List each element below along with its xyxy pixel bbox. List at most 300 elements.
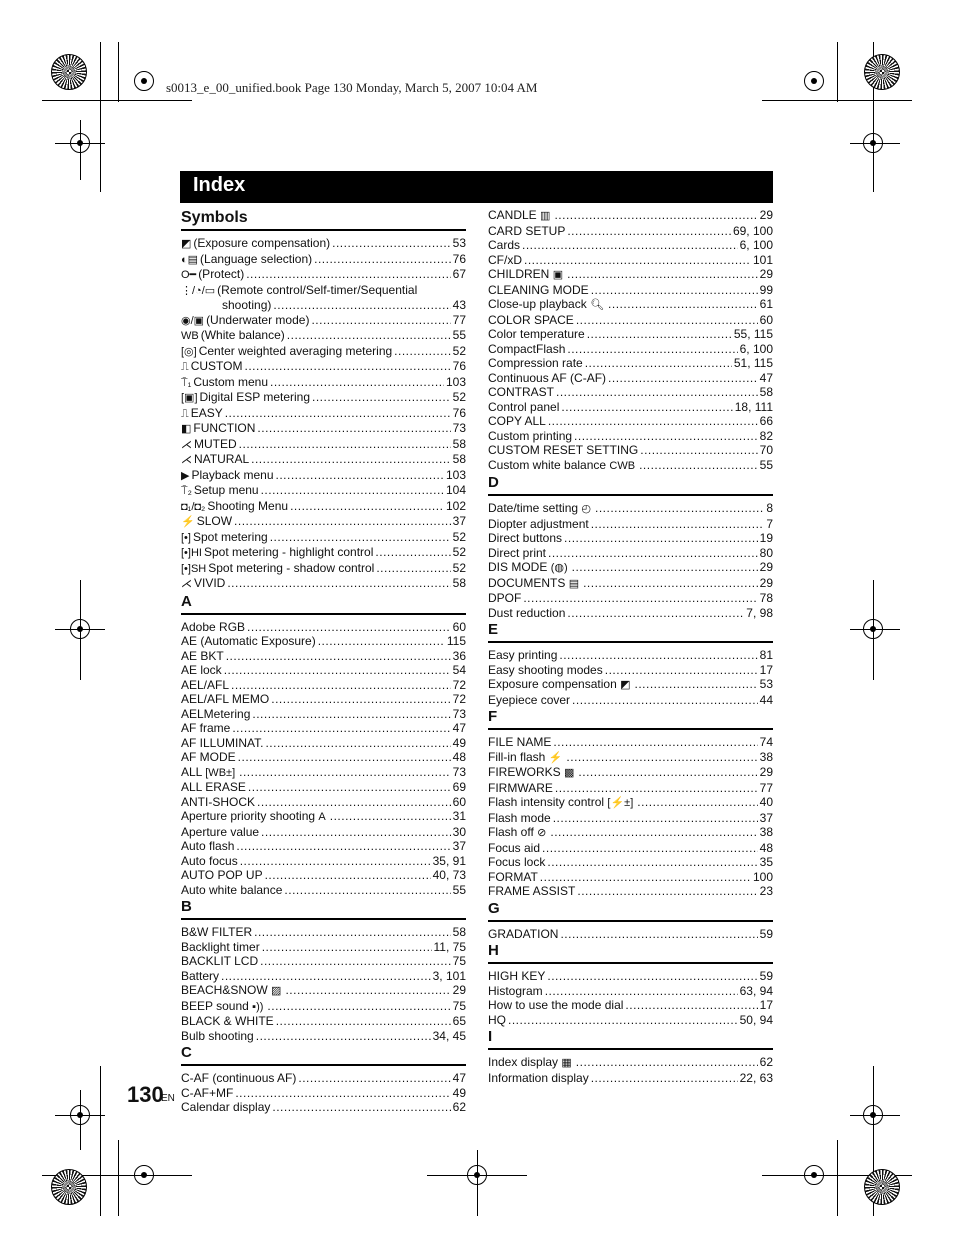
leader-dots: [239, 437, 451, 452]
entry-page: 37: [452, 514, 466, 528]
flash-intensity-icon: [⚡±]: [607, 797, 634, 809]
entry-page: 81: [759, 648, 773, 662]
entry-text: shooting): [222, 298, 272, 312]
entry-label: [181, 999, 265, 1015]
entry-text: AE BKT: [181, 648, 224, 663]
entry-label: [181, 1086, 233, 1101]
entry-label: [181, 313, 309, 329]
index-entry: [488, 765, 773, 781]
function-icon: ◧: [181, 423, 192, 435]
entry-label: [181, 406, 223, 422]
entry-label: [488, 1013, 506, 1028]
entry-label: [488, 811, 551, 826]
section-rule: [181, 1064, 466, 1066]
index-entry: [488, 969, 773, 984]
entry-label: [181, 620, 245, 635]
leader-dots: [567, 224, 731, 239]
leader-dots: [577, 884, 757, 899]
page-title: Index: [193, 174, 246, 196]
entry-text: AELMetering: [181, 706, 251, 721]
index-entry: [181, 663, 466, 678]
entry-text: DIS MODE: [488, 560, 548, 574]
entry-label: [181, 678, 229, 693]
leader-dots: [285, 983, 450, 998]
index-entry: [181, 839, 466, 854]
entry-label: [181, 252, 312, 268]
entry-label: [488, 765, 576, 781]
entry-label: [488, 283, 589, 298]
entry-text: AE (Automatic Exposure): [181, 634, 316, 648]
leader-dots: [550, 825, 757, 840]
index-entry: [181, 252, 466, 268]
file-header: s0013_e_00_unified.book Page 130 Monday, March 5, 2007 10:04 AM: [166, 80, 538, 95]
index-entry: [488, 998, 773, 1013]
entry-page: 17: [759, 998, 773, 1012]
leader-dots: [276, 1014, 451, 1029]
entry-text: EASY: [190, 405, 223, 420]
index-entry: [181, 421, 466, 437]
entry-text: AF MODE: [181, 750, 236, 764]
esp-metering-icon: [▣]: [181, 392, 198, 404]
entry-page: 73: [452, 421, 466, 435]
entry-text: Spot metering - shadow control: [208, 560, 375, 575]
leader-dots: [547, 855, 757, 870]
entry-page: 62: [759, 1055, 773, 1069]
entry-page: 61: [759, 297, 773, 311]
index-entry: [181, 868, 466, 883]
entry-page: 44: [759, 692, 773, 707]
entry-page: 75: [452, 998, 466, 1013]
entry-text: BLACK & WHITE: [181, 1014, 274, 1028]
entry-text: FUNCTION: [193, 421, 256, 435]
index-entry: [488, 327, 773, 342]
leader-dots: [311, 313, 450, 328]
leader-dots: [522, 238, 738, 253]
entry-text: (Remote control/Self-timer/Sequential: [217, 282, 418, 297]
leader-dots: [585, 356, 732, 371]
exposure-comp-icon: ◩: [181, 238, 192, 250]
entry-label: [488, 750, 564, 766]
entry-text: Playback menu: [191, 467, 274, 482]
index-entry: [181, 530, 466, 546]
index-entry: [181, 236, 466, 252]
playback-icon: ▶: [181, 469, 190, 482]
index-entry: [488, 606, 773, 621]
entry-label: [181, 561, 374, 577]
index-entry: [181, 468, 466, 484]
index-entry: [181, 576, 466, 592]
index-entry: [488, 663, 773, 678]
entry-page: 69: [452, 780, 466, 794]
entry-text: AF frame: [181, 721, 231, 735]
entry-label: [181, 795, 255, 810]
leader-dots: [247, 620, 451, 635]
leader-dots: [260, 954, 451, 969]
entry-text: Direct buttons: [488, 531, 563, 545]
leader-dots: [591, 283, 758, 298]
entry-text: C-AF+MF: [181, 1085, 234, 1100]
entry-text: HQ: [488, 1012, 506, 1027]
entry-page: 48: [452, 750, 466, 764]
index-entry: [181, 483, 466, 499]
entry-label: [488, 327, 585, 342]
entry-page: 53: [452, 236, 466, 250]
entry-text: Custom white balance: [488, 457, 607, 472]
entry-label: [181, 707, 250, 722]
entry-page: 60: [759, 312, 773, 327]
entry-page: 58: [452, 436, 466, 451]
leader-dots: [576, 313, 758, 328]
index-entry: [181, 328, 466, 344]
entry-page: 50, 94: [739, 1012, 773, 1027]
entry-text: CHILDREN: [488, 267, 550, 281]
entry-label: [181, 925, 252, 940]
section-heading: C: [181, 1044, 192, 1061]
entry-text: DOCUMENTS: [488, 575, 566, 590]
leader-dots: [267, 999, 450, 1014]
index-display-icon: ▦: [561, 1057, 572, 1069]
entry-text: Calendar display: [181, 1100, 271, 1114]
entry-text: CONTRAST: [488, 385, 554, 399]
entry-page: 47: [759, 370, 773, 385]
leader-dots: [330, 809, 451, 824]
leader-dots: [540, 870, 751, 885]
index-entry: [181, 1014, 466, 1029]
entry-text: CompactFlash: [488, 341, 566, 356]
cwb-icon: CWB: [609, 459, 636, 472]
entry-page: 101: [752, 252, 773, 267]
leader-dots: [227, 576, 450, 591]
index-entry: [181, 954, 466, 969]
leader-dots: [508, 1013, 738, 1028]
entry-label: [488, 356, 583, 371]
leader-dots: [252, 707, 450, 722]
section-heading: I: [488, 1028, 493, 1045]
entry-page: 59: [759, 969, 773, 983]
index-entry: [488, 884, 773, 899]
leader-dots: [547, 969, 757, 984]
leader-dots: [276, 468, 444, 483]
section-heading: G: [488, 899, 500, 917]
entry-label: [181, 298, 271, 313]
entry-text: COPY ALL: [488, 414, 546, 428]
entry-label: [488, 560, 570, 576]
leader-dots: [591, 517, 765, 532]
entry-text: Spot metering - highlight control: [203, 545, 374, 559]
entry-text: (Exposure compensation): [193, 236, 331, 250]
entry-text: BEACH&SNOW: [181, 983, 268, 997]
picture-mode-icon: ⋌: [181, 454, 192, 466]
index-entry: [488, 356, 773, 371]
leader-dots: [553, 735, 757, 750]
leader-dots: [240, 854, 431, 869]
entry-page: 55: [452, 882, 466, 897]
index-column-left: [181, 208, 466, 1115]
wb-icon: WB: [181, 330, 199, 342]
leader-dots: [560, 927, 757, 942]
entry-page: 55: [452, 328, 466, 342]
entry-page: 7: [766, 516, 773, 531]
entry-text: Custom menu: [193, 374, 269, 389]
entry-text: Spot metering: [192, 529, 268, 544]
entry-label: [488, 795, 635, 811]
entry-page: 58: [452, 925, 466, 939]
entry-label: [488, 984, 543, 999]
entry-label: [181, 825, 259, 840]
entry-text: ALL: [181, 764, 202, 779]
index-entry: [488, 677, 773, 693]
entry-text: Auto flash: [181, 839, 235, 853]
leader-dots: [635, 677, 758, 692]
entry-page: 7, 98: [746, 605, 773, 620]
index-entry: [488, 283, 773, 298]
entry-text: Fill-in flash: [488, 749, 546, 764]
index-entry: [181, 780, 466, 795]
setup-icon: ⍑₂: [181, 485, 192, 497]
index-entry: [488, 385, 773, 400]
index-entry: [488, 238, 773, 253]
entry-label: [488, 735, 551, 750]
entry-page: 3, 101: [432, 968, 466, 983]
leader-dots: [256, 1029, 431, 1044]
entry-label: [181, 1100, 270, 1115]
index-entry: [488, 267, 773, 283]
entry-text: Flash intensity control: [488, 795, 605, 809]
leader-dots: [257, 421, 450, 436]
entry-page: 60: [452, 794, 466, 809]
leader-dots: [261, 825, 451, 840]
beach-snow-icon: ▨: [271, 985, 282, 997]
index-entry: [488, 297, 773, 313]
index-entry: [488, 429, 773, 444]
exposure-comp-icon: ◩: [620, 679, 631, 691]
entry-text: FIREWORKS: [488, 765, 561, 779]
entry-page: 77: [452, 312, 466, 327]
entry-label: [488, 693, 570, 708]
entry-text: Control panel: [488, 399, 560, 414]
entry-text: Compression rate: [488, 356, 583, 370]
index-entry: [488, 1055, 773, 1071]
leader-dots: [265, 868, 431, 883]
entry-text: Auto focus: [181, 853, 238, 868]
leader-dots: [559, 648, 757, 663]
entry-label: [488, 443, 638, 458]
index-entry: [488, 342, 773, 357]
index-entry: [488, 811, 773, 826]
entry-text: FILE NAME: [488, 735, 552, 749]
index-entry: [488, 795, 773, 811]
entry-page: 54: [452, 663, 466, 677]
flash-icon: ⚡: [548, 751, 563, 764]
page-language: EN: [161, 1093, 175, 1104]
index-entry: [488, 750, 773, 766]
leader-dots: [561, 400, 732, 415]
entry-text: FORMAT: [488, 869, 538, 884]
section-heading: A: [181, 592, 192, 610]
section-heading: Symbols: [181, 209, 248, 226]
children-icon: ▣: [552, 269, 564, 281]
leader-dots: [608, 297, 758, 312]
entry-page: 38: [759, 825, 773, 839]
entry-text: CUSTOM RESET SETTING: [488, 443, 639, 457]
entry-text: Setup menu: [193, 483, 259, 497]
entry-label: [488, 841, 540, 856]
entry-label: [181, 663, 222, 678]
leader-dots: [271, 692, 450, 707]
entry-label: [488, 648, 557, 663]
leader-dots: [640, 443, 757, 458]
leader-dots: [272, 1100, 450, 1115]
language-icon: ◐▤: [181, 253, 199, 266]
index-entry: [181, 809, 466, 825]
wb-comp-icon: [WB±]: [205, 766, 236, 779]
entry-label: [488, 998, 623, 1013]
entry-text: ALL ERASE: [181, 780, 246, 794]
entry-page: 47: [452, 721, 466, 735]
index-entry: [181, 736, 466, 751]
entry-page: 29: [759, 560, 773, 574]
leader-dots: [524, 253, 751, 268]
entry-text: Aperture priority shooting: [181, 809, 316, 823]
entry-text: Index display: [488, 1055, 559, 1069]
entry-label: [181, 576, 225, 592]
entry-page: 23: [759, 884, 773, 898]
entry-label: [181, 649, 224, 664]
entry-text: CLEANING MODE: [488, 282, 589, 297]
leader-dots: [262, 940, 432, 955]
entry-text: Battery: [181, 968, 220, 983]
entry-text: Cards: [488, 238, 521, 252]
entry-label: [488, 870, 538, 885]
entry-label: [181, 359, 242, 375]
index-entry: [181, 514, 466, 530]
entry-text: AE lock: [181, 663, 222, 677]
leader-dots: [545, 984, 738, 999]
clock-icon: ◴: [581, 503, 591, 515]
leader-dots: [231, 678, 451, 693]
entry-label: [488, 238, 520, 253]
index-entry: [181, 344, 466, 360]
entry-label: [488, 313, 574, 328]
entry-text: Eyepiece cover: [488, 692, 571, 707]
leader-dots: [574, 429, 758, 444]
leader-dots: [234, 514, 451, 529]
entry-text: Auto white balance: [181, 882, 283, 897]
entry-label: [488, 517, 589, 532]
dis-icon: (◍): [550, 562, 568, 574]
entry-text: CUSTOM: [190, 359, 243, 373]
entry-label: [181, 468, 274, 484]
entry-label: [181, 283, 417, 299]
index-entry: [488, 870, 773, 885]
leader-dots: [567, 342, 737, 357]
leader-dots: [318, 634, 445, 649]
leader-dots: [273, 298, 450, 313]
entry-text: Histogram: [488, 983, 543, 998]
fireworks-icon: ▩: [564, 767, 575, 779]
leader-dots: [542, 841, 758, 856]
entry-label: [181, 375, 268, 391]
entry-page: 77: [759, 780, 773, 795]
entry-page: 37: [759, 810, 773, 825]
entry-label: [181, 1014, 274, 1029]
entry-label: [181, 328, 285, 344]
flash-off-icon: ⊘: [537, 827, 547, 839]
section-heading: B: [181, 898, 192, 915]
entry-text: GRADATION: [488, 926, 559, 941]
entry-page: 11, 75: [433, 939, 466, 954]
leader-dots: [605, 663, 758, 678]
entry-page: 22, 63: [739, 1070, 773, 1085]
index-entry: [488, 841, 773, 856]
leader-dots: [312, 390, 451, 405]
section-rule: [181, 229, 466, 231]
entry-label: [181, 390, 310, 406]
entry-text: Diopter adjustment: [488, 516, 589, 531]
entry-page: 76: [452, 251, 466, 266]
leader-dots: [238, 750, 451, 765]
entry-text: (White balance): [200, 328, 285, 342]
entry-text: Shooting Menu: [207, 498, 289, 513]
entry-text: Digital ESP metering: [199, 390, 311, 404]
entry-label: [488, 267, 565, 283]
leader-dots: [332, 236, 451, 251]
entry-label: [488, 927, 558, 942]
leader-dots: [625, 998, 757, 1013]
index-entry: [181, 940, 466, 955]
entry-page: 65: [452, 1014, 466, 1028]
entry-page: 58: [452, 576, 466, 590]
index-entry: [181, 390, 466, 406]
entry-page: 70: [759, 443, 773, 457]
leader-dots: [583, 576, 758, 591]
custom-icon: ⎍: [181, 361, 189, 373]
index-entry: [488, 501, 773, 517]
section-heading: H: [488, 942, 499, 959]
index-entry: [488, 984, 773, 999]
entry-label: [181, 969, 219, 984]
entry-text: Easy printing: [488, 648, 558, 662]
leader-dots: [261, 483, 444, 498]
entry-page: 29: [759, 575, 773, 590]
leader-dots: [224, 663, 451, 678]
underwater-icon: ◉/▣: [181, 314, 205, 327]
entry-page: 59: [759, 926, 773, 941]
entry-page: 67: [452, 267, 466, 281]
entry-label: [488, 591, 521, 606]
section-rule: [488, 920, 773, 922]
section-heading: F: [488, 708, 498, 725]
index-entry: [488, 371, 773, 386]
leader-dots: [553, 811, 758, 826]
entry-text: ANTI-SHOCK: [181, 794, 256, 809]
leader-dots: [555, 781, 758, 796]
index-entry: [181, 298, 466, 313]
entry-label: [488, 884, 575, 899]
leader-dots: [257, 795, 451, 810]
index-entry: [181, 267, 466, 283]
index-entry: [181, 452, 466, 468]
entry-page: 76: [452, 405, 466, 420]
index-entry: [181, 999, 466, 1015]
entry-label: [488, 458, 637, 474]
entry-text: AUTO POP UP: [181, 868, 263, 882]
entry-page: 34, 45: [432, 1028, 466, 1043]
entry-page: 52: [452, 560, 466, 575]
entry-text: Flash mode: [488, 810, 551, 825]
leader-dots: [236, 839, 450, 854]
entry-page: 74: [759, 735, 773, 749]
